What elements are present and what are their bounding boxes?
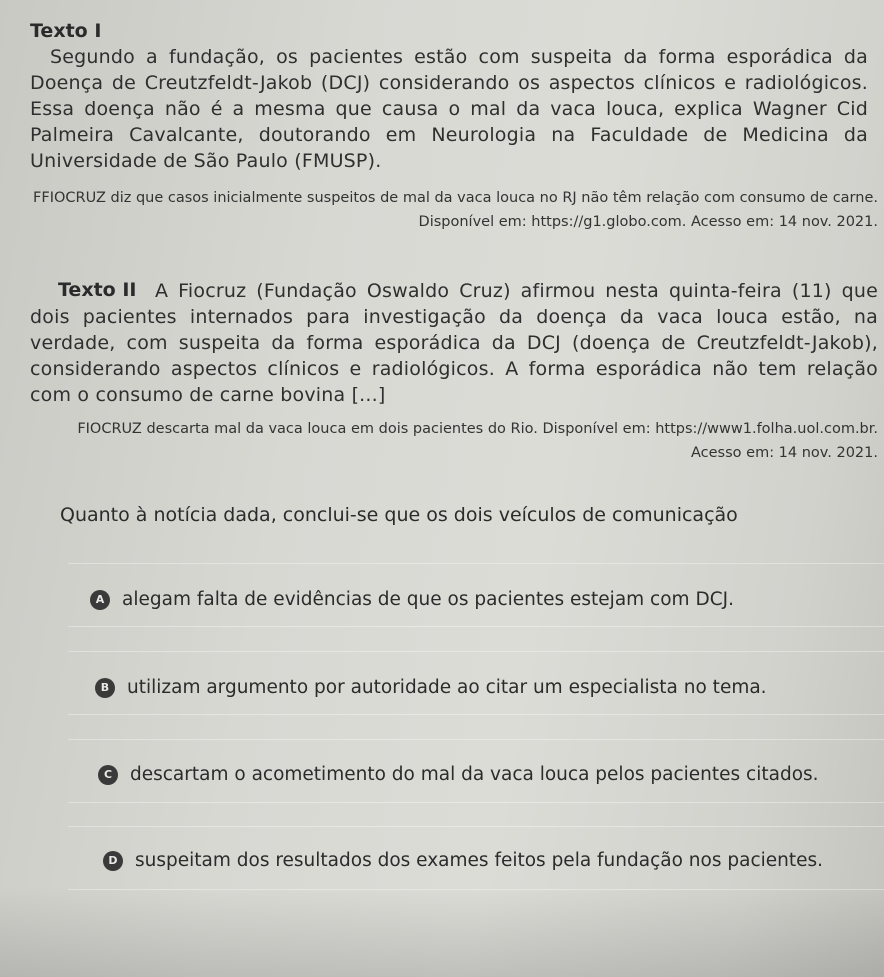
texto-2-source-access: Acesso em: 14 nov. 2021. bbox=[691, 445, 878, 461]
option-c-text: descartam o acometimento do mal da vaca louca pelos pacientes citados. bbox=[130, 764, 819, 785]
option-b[interactable] bbox=[95, 677, 767, 698]
option-d-text: suspeitam dos resultados dos exames feitos pela fundação nos pacientes. bbox=[135, 850, 824, 871]
bottom-shadow bbox=[0, 887, 884, 977]
texto-1-source-title: FFIOCRUZ diz que casos inicialmente suspeitos de mal da vaca louca no RJ não têm relação com consumo de carne. bbox=[33, 190, 878, 206]
texto-1-heading: Texto I bbox=[30, 20, 102, 42]
option-a[interactable] bbox=[90, 589, 734, 610]
option-b-badge: B bbox=[95, 678, 115, 698]
option-c[interactable] bbox=[98, 764, 819, 785]
option-a-text: alegam falta de evidências de que os pacientes estejam com DCJ. bbox=[122, 589, 734, 610]
question-prompt: Quanto à notícia dada, conclui-se que os dois veículos de comunicação bbox=[60, 504, 738, 526]
option-d-badge: D bbox=[103, 851, 123, 871]
texto-2-paragraph: A Fiocruz (Fundação Oswaldo Cruz) afirmou nesta quinta-feira (11) que dois pacientes internados para investigação da doença da vaca louca estão, na verdade, com suspeita da forma esporádica da DCJ (doença de Creutzfeldt-Jakob), considerando aspectos clínicos e radiológicos. A forma esporádica não tem relação com o consumo de carne bovina [...] bbox=[30, 280, 878, 406]
option-a-badge: A bbox=[90, 590, 110, 610]
texto-2-heading: Texto II bbox=[58, 279, 137, 301]
texto-1-source-availability: Disponível em: https://g1.globo.com. Acesso em: 14 nov. 2021. bbox=[418, 214, 878, 230]
option-d[interactable] bbox=[103, 850, 823, 871]
option-c-badge: C bbox=[98, 765, 118, 785]
texto-1-paragraph: Segundo a fundação, os pacientes estão com suspeita da forma esporádica da Doença de Creutzfeldt-Jakob (DCJ) considerando os aspectos clínicos e radiológicos. Essa doença não é a mesma que causa o mal da vaca louca, explica Wagner Cid Palmeira Cavalcante, doutorando em Neurologia na Faculdade de Medicina da Universidade de São Paulo (FMUSP). bbox=[30, 46, 868, 172]
option-b-text: utilizam argumento por autoridade ao citar um especialista no tema. bbox=[127, 677, 767, 698]
texto-2-source-title: FIOCRUZ descarta mal da vaca louca em dois pacientes do Rio. Disponível em: https://www1.folha.uol.com.br. bbox=[77, 421, 878, 437]
